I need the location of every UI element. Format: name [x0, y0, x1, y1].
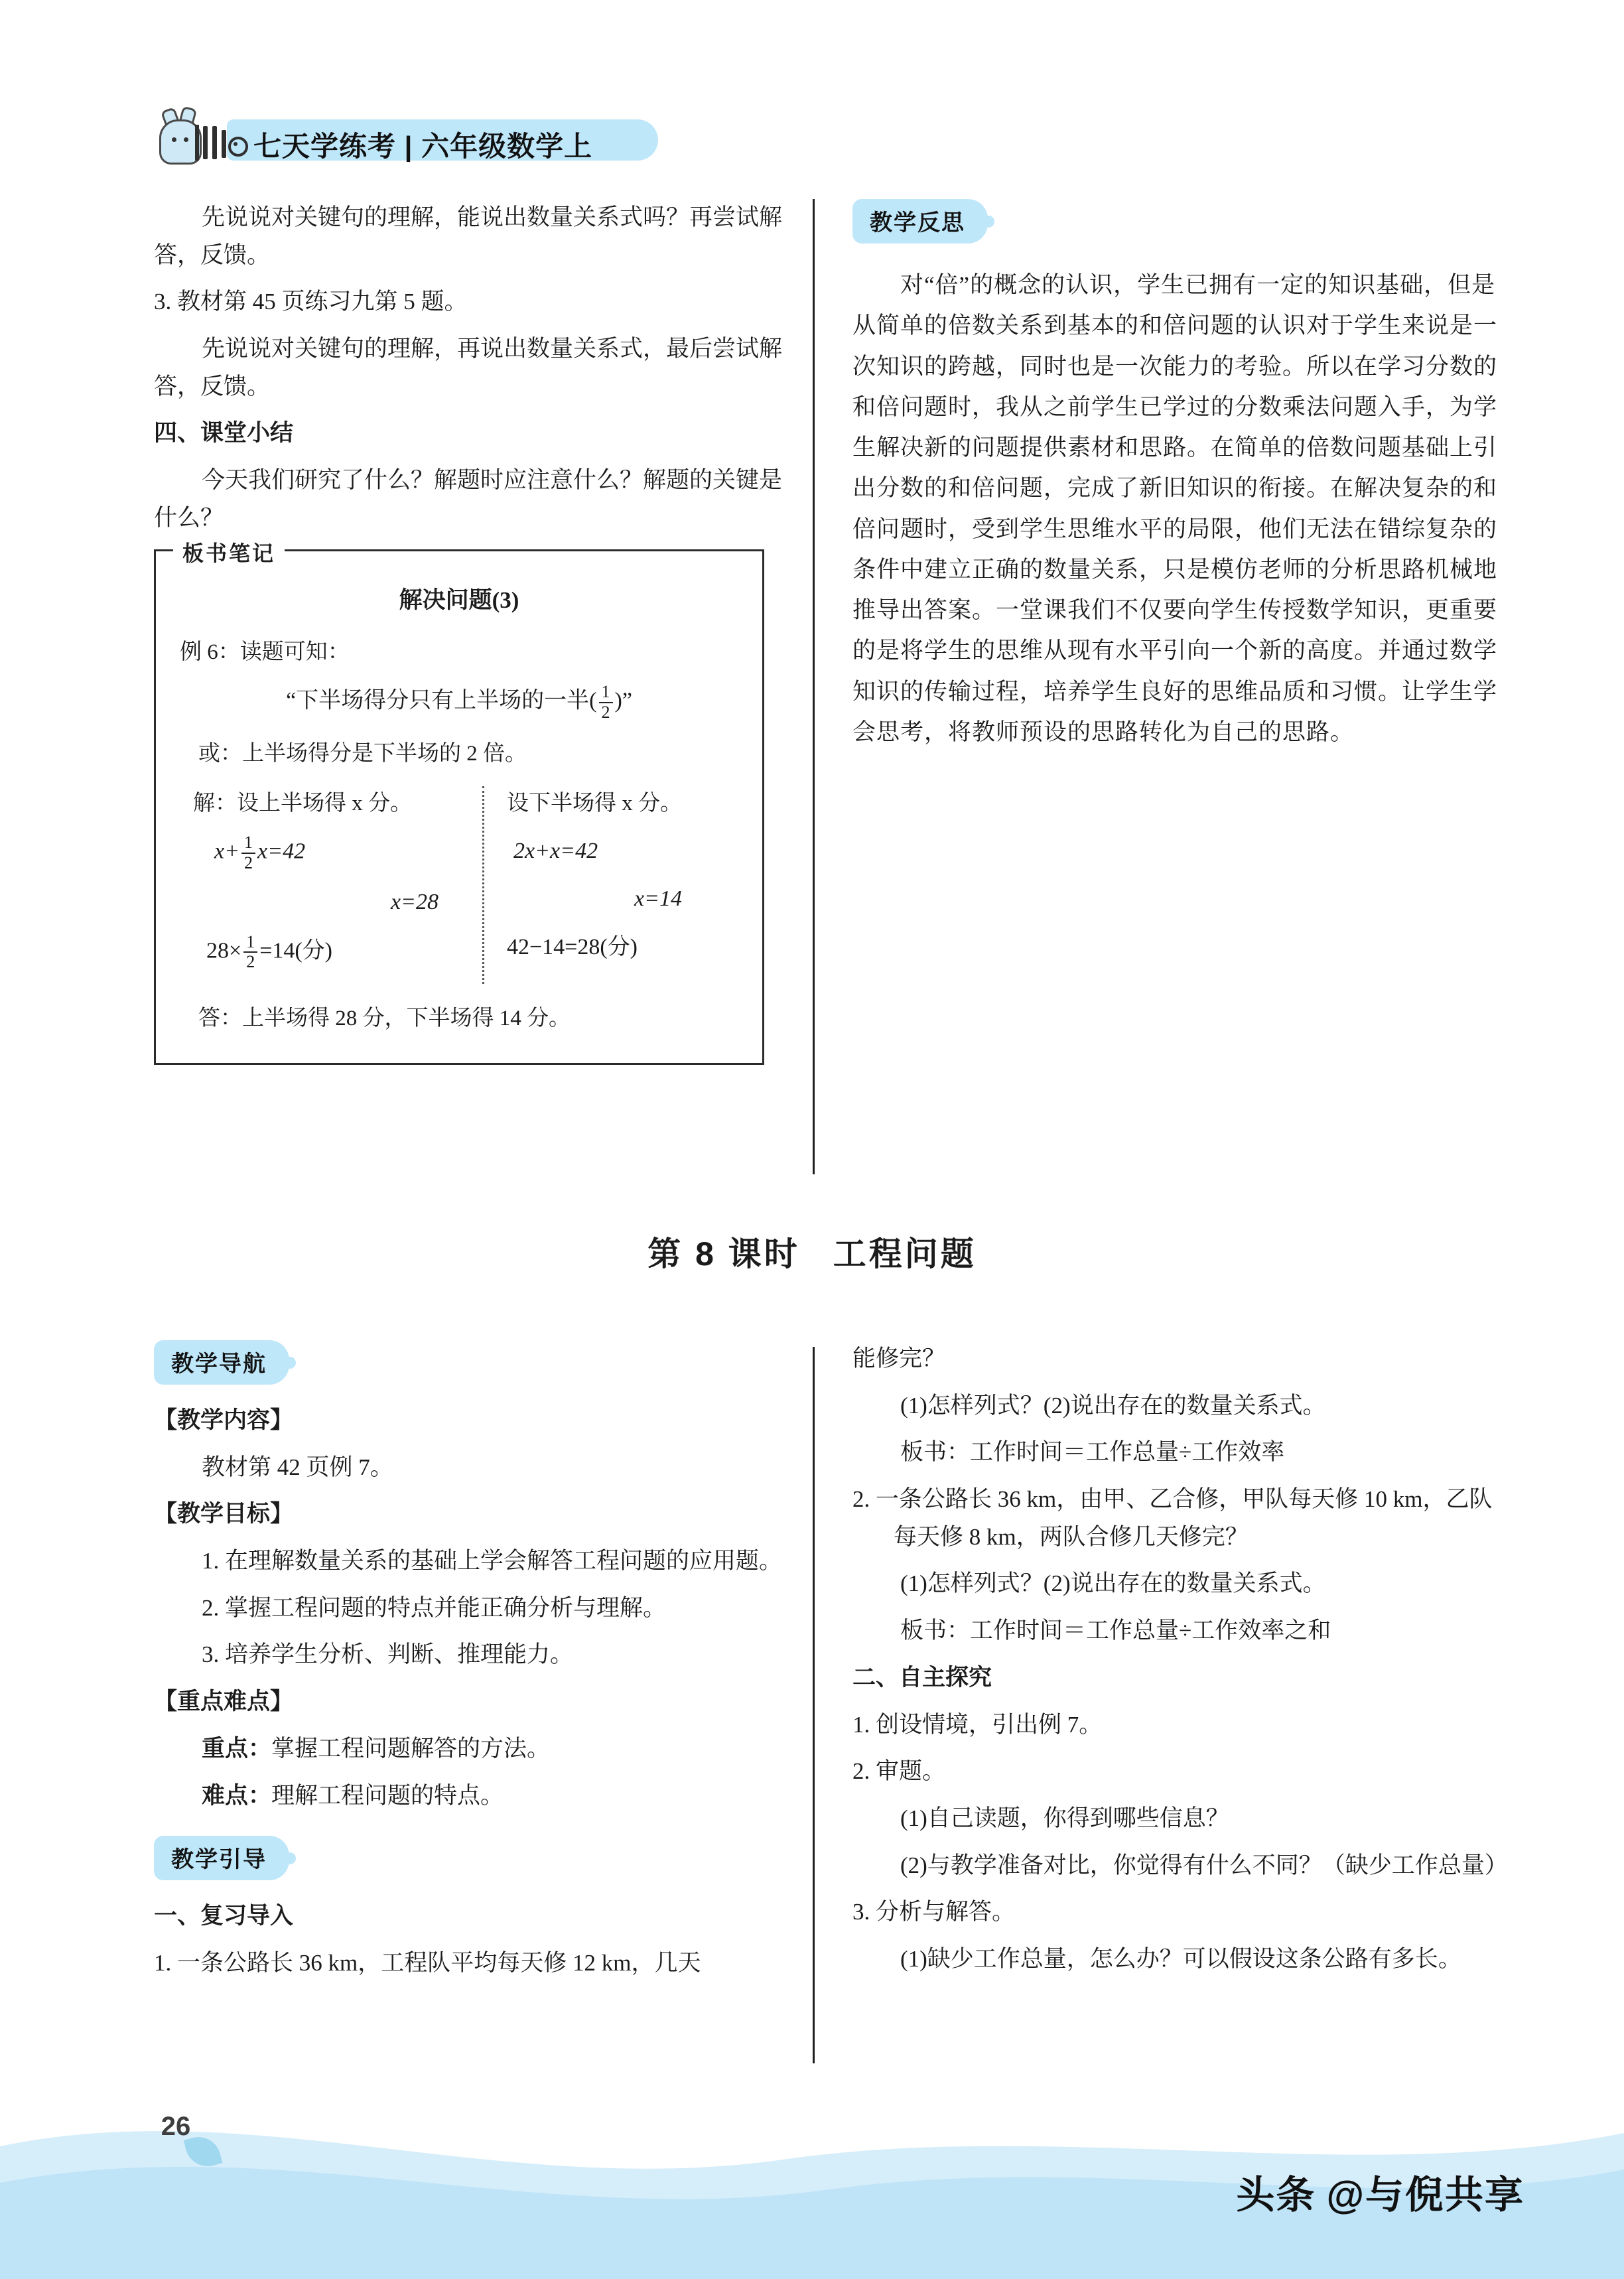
goal-item: 2. 掌握工程问题的特点并能正确分析与理解。 [202, 1594, 667, 1621]
reflection-text: 对“倍”的概念的认识，学生已拥有一定的知识基础，但是从简单的倍数关系到基本的和倍问题的认识对于学生来说是一次知识的跨越，同时也是一次能力的考验。所以在学习分数的和倍问题时，我从之前学生已学过的分数乘法问题入手，为学生解决新的问题提供素材和思路。在简单的倍数问题基础上引出分数的和倍问题，完成了新旧知识的衔接。在解决复杂的和倍问题时，受到学生思维水平的局限，他们无法在错综复杂的条件中建立正确的数量关系，只是模仿老师的分析思路机械地推导出答案。一堂课我们不仅要向学生传授数学知识，更重要的是将学生的思维从现有水平引向一个新的高度。并通过数学知识的传输过程，培养学生良好的思维品质和习惯。让学生学会思考，将教师预设的思路转化为自己的思路。 [852, 272, 1498, 745]
teaching-reflection-tag: 教学反思 [852, 199, 988, 243]
heading-explore: 二、自主探究 [852, 1664, 992, 1691]
column-divider-bottom [813, 1347, 815, 2063]
note-line: 例 6：读题可知： [180, 640, 350, 664]
equation: 42−14=28(分) [507, 934, 638, 959]
equation: x+ $\frac{1}{2}$ x=42 [214, 833, 306, 872]
board-note: 板书：工作时间＝工作总量÷工作效率之和 [900, 1618, 1331, 1644]
solution-left [180, 786, 484, 984]
magnifier-icon [228, 137, 248, 157]
paragraph: 先说说对关键句的理解，再说出数量关系式，最后尝试解答，反馈。 [154, 336, 783, 399]
fraction-one-half: $\frac{1}{2}$ [599, 683, 613, 722]
sub-step: (2)与教学准备对比，你觉得有什么不同？（缺少工作总量） [900, 1852, 1508, 1878]
key-point-text: 掌握工程问题解答的方法。 [271, 1735, 551, 1761]
goal-item: 1. 在理解数量关系的基础上学会解答工程问题的应用题。 [202, 1548, 783, 1574]
teaching-content-text: 教材第 42 页例 7。 [202, 1454, 393, 1480]
equation: 28× $\frac{1}{2}$ =14(分) [206, 932, 333, 972]
solution-right [484, 786, 682, 984]
page-number: 26 [161, 2111, 191, 2141]
watermark [1236, 2164, 1524, 2219]
heading-key-difficulty: 【重点难点】 [154, 1689, 294, 1715]
quote-post: )” [614, 688, 632, 713]
sub-question: (1)怎样列式？(2)说出存在的数量关系式。 [900, 1392, 1326, 1418]
page-header [154, 113, 658, 165]
watermark-text: @与倪共享 [1326, 2174, 1524, 2217]
heading-review: 一、复习导入 [154, 1903, 294, 1929]
left-column-top [154, 199, 804, 1065]
equation: x=28 [390, 890, 439, 915]
note-line: 或：上半场得分是下半场的 2 倍。 [198, 742, 527, 766]
right-column-bottom [852, 1340, 1506, 1988]
equation: x=14 [634, 886, 682, 912]
note-title: 解决问题(3) [399, 587, 519, 613]
continuation-text: 能修完？ [852, 1346, 946, 1371]
heading-teaching-goals: 【教学目标】 [154, 1501, 294, 1527]
review-question-1: 1. 一条公路长 36 km，工程队平均每天修 12 km，几天 [154, 1949, 701, 1976]
solution-columns [180, 786, 738, 984]
column-divider-top [813, 199, 815, 1174]
book-title: 七天学练考 | 六年级数学上 [253, 131, 593, 162]
equation: 2x+x=42 [513, 839, 598, 864]
hard-point [154, 1777, 804, 1815]
watermark-brand: 头条 [1236, 2174, 1316, 2217]
review-question-2: 2. 一条公路长 36 km，由甲、乙合修，甲队每天修 10 km，乙队每天修 8 km，两队合修几天修完？ [852, 1486, 1493, 1550]
step-item: 1. 创设情境，引出例 7。 [852, 1711, 1103, 1738]
sub-step: (1)缺少工作总量，怎么办？可以假设这条公路有多长。 [900, 1945, 1461, 1972]
paragraph: 先说说对关键句的理解，能说出数量关系式吗？再尝试解答，反馈。 [154, 204, 783, 268]
paragraph: 今天我们研究了什么？解题时应注意什么？解题的关键是什么？ [154, 467, 783, 531]
teaching-lead-tag: 教学引导 [154, 1836, 289, 1880]
sub-step: (1)自己读题，你得到哪些信息？ [900, 1805, 1229, 1831]
teaching-guide-tag: 教学导航 [154, 1340, 289, 1385]
step-item: 2. 审题。 [852, 1758, 946, 1785]
sub-question: (1)怎样列式？(2)说出存在的数量关系式。 [900, 1570, 1326, 1597]
lesson-title [0, 1227, 1624, 1275]
paragraph: 3. 教材第 45 页练习九第 5 题。 [154, 289, 468, 315]
goal-item: 3. 培养学生分析、判断、推理能力。 [202, 1641, 574, 1668]
fraction-one-half: $\frac{1}{2}$ [243, 933, 257, 972]
key-point [154, 1730, 804, 1768]
board-note: 板书：工作时间＝工作总量÷工作效率 [900, 1439, 1285, 1466]
fraction-one-half: $\frac{1}{2}$ [241, 833, 255, 872]
hard-point-label: 难点： [202, 1782, 272, 1809]
right-column-top [852, 199, 1506, 762]
heading-teaching-content: 【教学内容】 [154, 1407, 294, 1433]
hard-point-text: 理解工程问题的特点。 [271, 1782, 504, 1809]
left-column-bottom [154, 1340, 804, 1992]
key-point-label: 重点： [202, 1735, 272, 1761]
section-heading: 四、课堂小结 [154, 420, 294, 447]
lesson-name: 工程问题 [833, 1235, 977, 1273]
note-box-legend: 板书笔记 [173, 537, 285, 571]
solution-label: 解：设上半场得 x 分。 [193, 792, 412, 816]
solution-label: 设下半场得 x 分。 [507, 792, 682, 816]
quote-pre: “下半场得分只有上半场的一半( [286, 688, 597, 713]
step-item: 3. 分析与解答。 [852, 1899, 1016, 1925]
note-quote [180, 683, 738, 722]
note-answer: 答：上半场得 28 分，下半场得 14 分。 [198, 1006, 571, 1030]
bear-mascot-icon [154, 113, 234, 166]
blackboard-note-box [154, 541, 764, 1065]
lesson-number: 第 8 课时 [647, 1235, 800, 1273]
